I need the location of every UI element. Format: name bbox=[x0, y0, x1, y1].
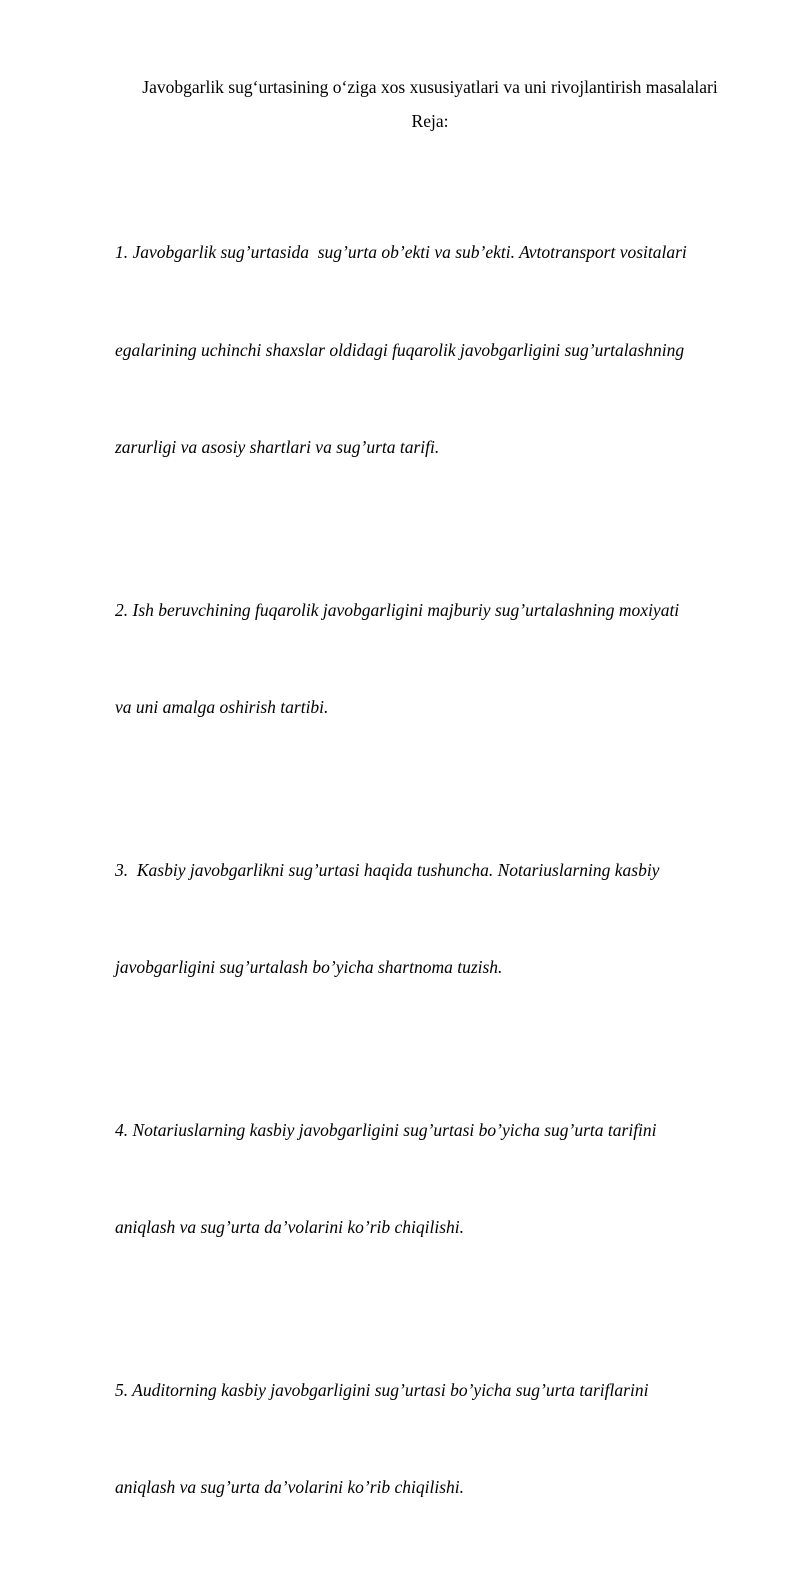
plan-item-line: 1. Javobgarlik sug’urtasida sug’urta ob’ekti va sub’ekti. Avtotransport vositalari bbox=[115, 242, 687, 262]
plan-item-line: egalarining uchinchi shaxslar oldidagi fuqarolik javobgarligini sug’urtalashning bbox=[115, 339, 685, 360]
document-title: Javobgarlik sug‘urtasining o‘ziga xos xususiyatlari va uni rivojlantirish masalalari bbox=[142, 77, 718, 97]
plan-item-line: va uni amalga oshirish tartibi. bbox=[115, 697, 329, 717]
plan-item-3 bbox=[115, 789, 755, 1049]
plan-item-line: aniqlash va sug’urta da’volarini ko’rib chiqilishi. bbox=[115, 1477, 465, 1497]
plan-list bbox=[115, 171, 755, 1569]
plan-item-2 bbox=[115, 529, 755, 789]
plan-item-line: aniqlash va sug’urta da’volarini ko’rib chiqilishi. bbox=[115, 1217, 465, 1237]
plan-item-1 bbox=[115, 171, 755, 529]
plan-item-line: 2. Ish beruvchining fuqarolik javobgarligini majburiy sug’urtalashning moxiyati bbox=[115, 599, 680, 620]
plan-item-4 bbox=[115, 1049, 755, 1309]
plan-item-5 bbox=[115, 1309, 755, 1569]
plan-item-line: 4. Notariuslarning kasbiy javobgarligini sug’urtasi bo’yicha sug’urta tarifini bbox=[115, 1119, 657, 1140]
plan-item-line: zarurligi va asosiy shartlari va sug’urta tarifi. bbox=[115, 437, 440, 457]
plan-item-line: 3. Kasbiy javobgarlikni sug’urtasi haqida tushuncha. Notariuslarning kasbiy bbox=[115, 859, 660, 880]
plan-item-line: javobgarligini sug’urtalash bo’yicha shartnoma tuzish. bbox=[115, 957, 503, 977]
plan-heading: Reja: bbox=[411, 111, 449, 131]
plan-item-line: 5. Auditorning kasbiy javobgarligini sug’urtasi bo’yicha sug’urta tariflarini bbox=[115, 1379, 649, 1400]
